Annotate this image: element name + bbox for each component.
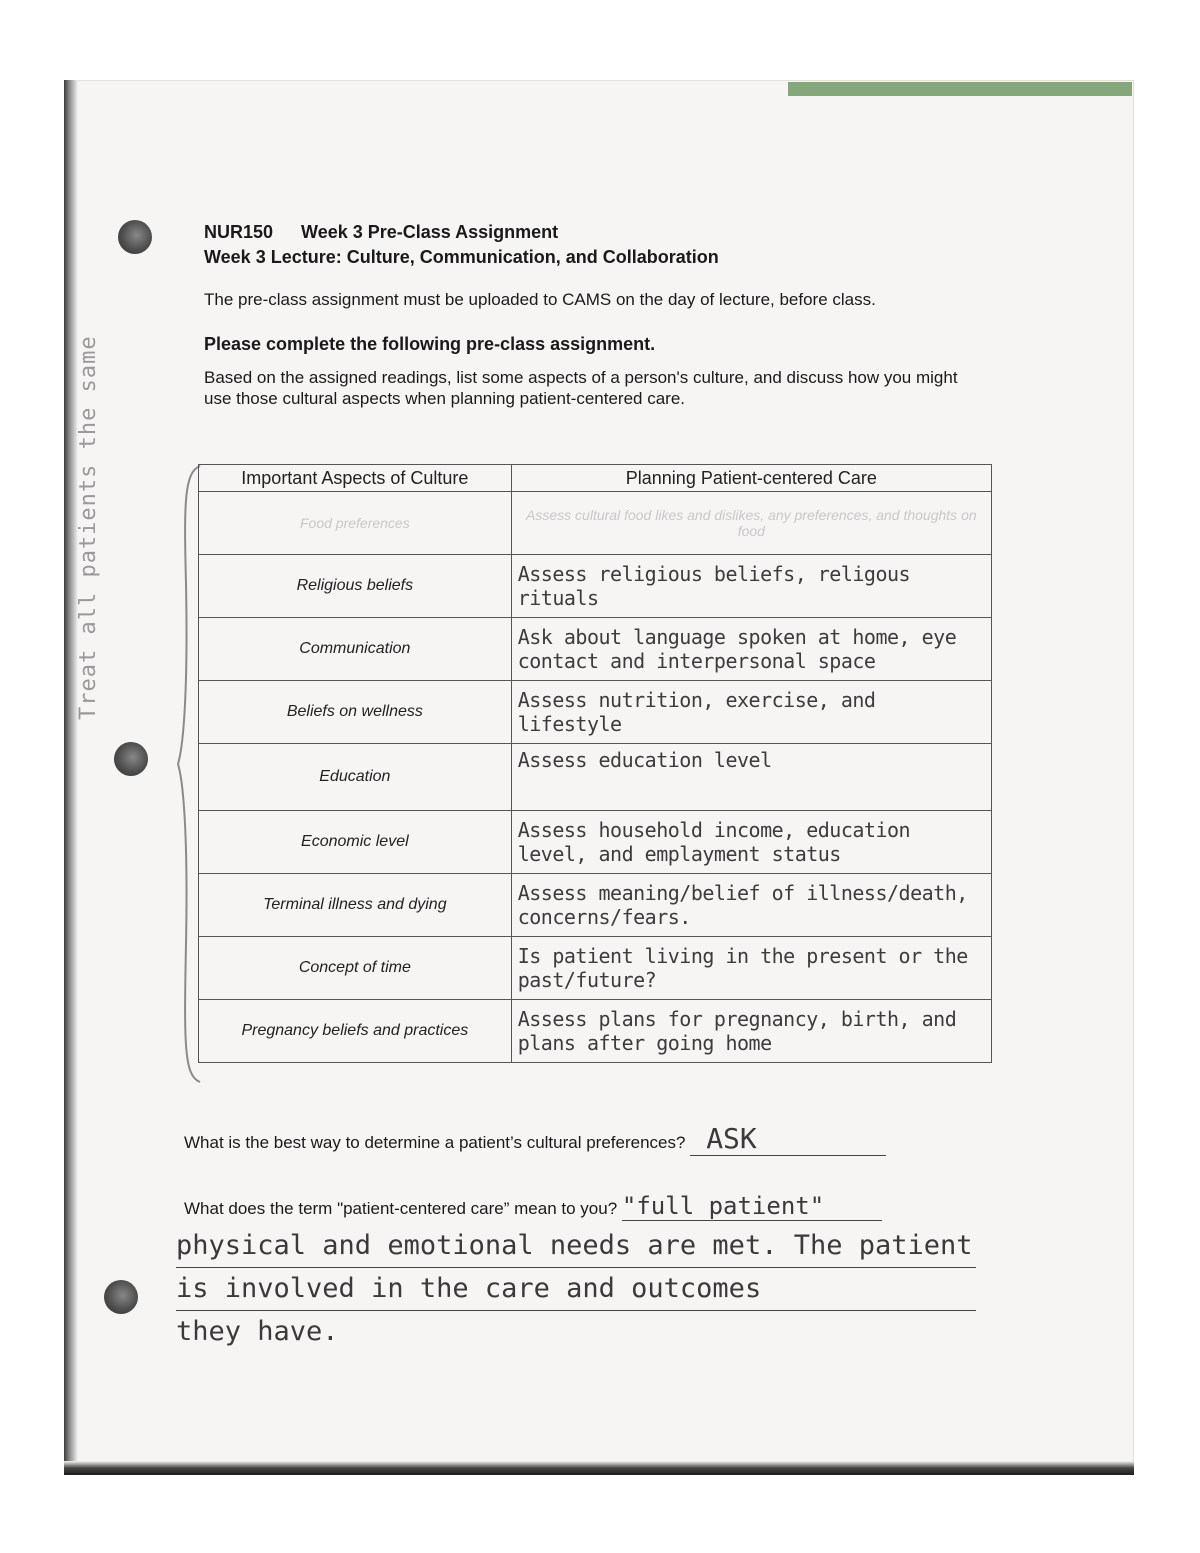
worksheet-page xyxy=(64,80,1134,1475)
lecture-title: Week 3 Lecture: Culture, Communication, and Collaboration xyxy=(204,247,719,267)
table-row xyxy=(199,937,992,1000)
answer-2-inline: "full patient" xyxy=(622,1192,882,1221)
plan-cell: Ask about language spoken at home, eye contact and interpersonal space xyxy=(511,618,991,681)
punch-hole-icon xyxy=(118,220,152,254)
folder-strip xyxy=(788,82,1132,96)
plan-cell: Assess plans for pregnancy, birth, and plans after going home xyxy=(511,1000,991,1063)
aspect-cell: Religious beliefs xyxy=(199,555,512,618)
question-2-text: What does the term "patient-centered care” mean to you? xyxy=(184,1199,618,1218)
table-row xyxy=(199,681,992,744)
plan-cell: Assess household income, education level, and emplayment status xyxy=(511,811,991,874)
answer-2-block xyxy=(176,1225,1076,1353)
assignment-title: Week 3 Pre-Class Assignment xyxy=(301,222,559,242)
plan-cell: Assess education level xyxy=(511,744,991,811)
aspect-cell: Communication xyxy=(199,618,512,681)
plan-cell: Assess meaning/belief of illness/death, concerns/fears. xyxy=(511,874,991,937)
title-line xyxy=(204,222,1004,243)
worksheet-header xyxy=(204,222,1004,409)
aspect-cell: Education xyxy=(199,744,512,811)
table-row xyxy=(199,618,992,681)
aspect-cell: Terminal illness and dying xyxy=(199,874,512,937)
aspect-cell: Economic level xyxy=(199,811,512,874)
aspect-cell: Food preferences xyxy=(199,492,512,555)
question-1-text: What is the best way to determine a patient’s cultural preferences? xyxy=(184,1133,686,1152)
margin-note: Treat all patients the same xyxy=(76,335,101,720)
plan-cell: Assess cultural food likes and dislikes, any preferences, and thoughts on food xyxy=(511,492,991,555)
question-1 xyxy=(184,1122,886,1156)
aspect-cell: Beliefs on wellness xyxy=(199,681,512,744)
aspect-cell: Concept of time xyxy=(199,937,512,1000)
table-row xyxy=(199,1000,992,1063)
upload-instructions: The pre-class assignment must be uploaded to CAMS on the day of lecture, before class. xyxy=(204,290,876,309)
table-row xyxy=(199,811,992,874)
table-row xyxy=(199,874,992,937)
answer-line: they have. xyxy=(176,1316,339,1347)
course-code: NUR150 xyxy=(204,222,274,242)
answer-line: physical and emotional needs are met. The patient xyxy=(176,1225,976,1268)
prompt-heading: Please complete the following pre-class assignment. xyxy=(204,334,656,354)
column-header-aspects: Important Aspects of Culture xyxy=(199,465,512,492)
question-2 xyxy=(184,1192,882,1221)
punch-hole-icon xyxy=(114,742,148,776)
paper-bottom-edge xyxy=(64,1461,1134,1475)
plan-cell: Is patient living in the present or the past/future? xyxy=(511,937,991,1000)
table-row xyxy=(199,555,992,618)
table-header-row xyxy=(199,465,992,492)
answer-line: is involved in the care and outcomes xyxy=(176,1268,976,1311)
answer-1: ASK xyxy=(690,1122,886,1156)
plan-cell: Assess nutrition, exercise, and lifestyle xyxy=(511,681,991,744)
plan-cell: Assess religious beliefs, religous rituals xyxy=(511,555,991,618)
prompt-body: Based on the assigned readings, list some aspects of a person's culture, and discuss how you might use those cultural aspects when planning patient-centered care. xyxy=(204,368,958,408)
paper-left-edge xyxy=(64,80,78,1475)
punch-hole-icon xyxy=(104,1280,138,1314)
table-row xyxy=(199,492,992,555)
culture-table xyxy=(198,464,992,1063)
table-row xyxy=(199,744,992,811)
aspect-cell: Pregnancy beliefs and practices xyxy=(199,1000,512,1063)
column-header-planning: Planning Patient-centered Care xyxy=(511,465,991,492)
